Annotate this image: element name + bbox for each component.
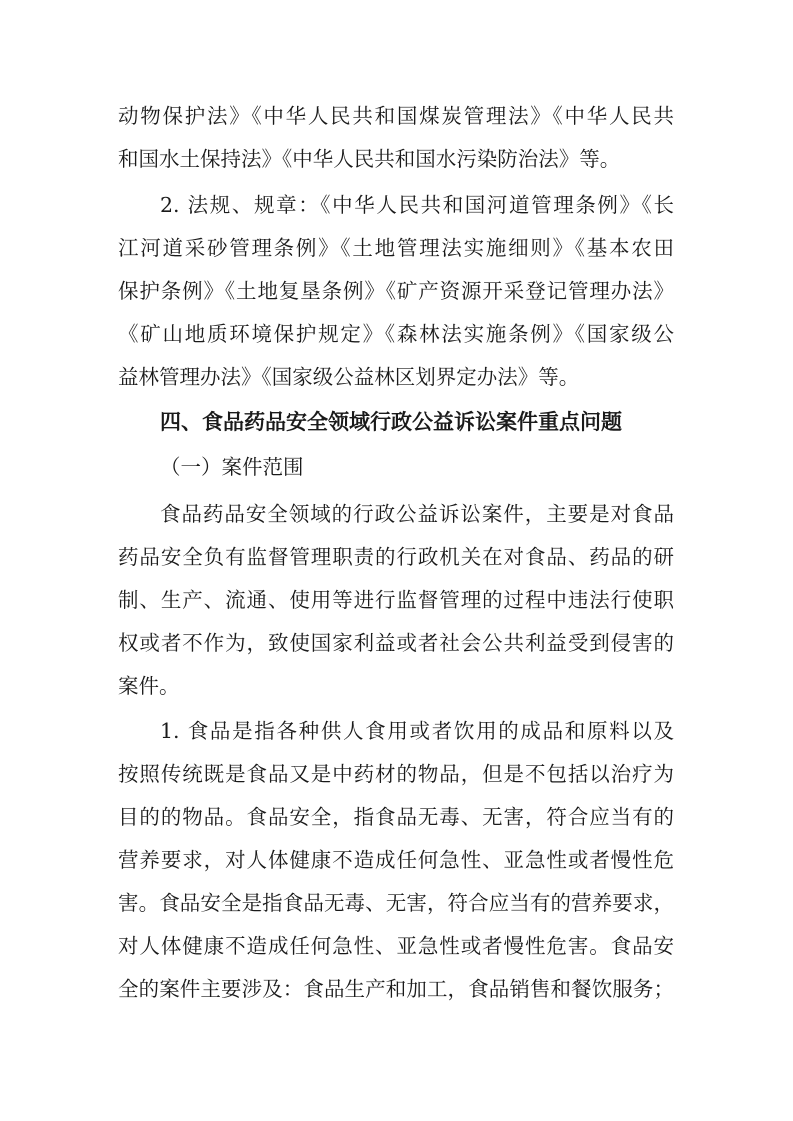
paragraph-line: 江河道采砂管理条例》《土地管理法实施细则》《基本农田	[118, 236, 674, 260]
paragraph-line: 案件。	[118, 674, 180, 698]
paragraph-line: 2. 法规、规章：《中华人民共和国河道管理条例》《长	[160, 193, 674, 217]
section-heading: 四、食品药品安全领域行政公益诉讼案件重点问题	[160, 410, 622, 434]
paragraph-line: 制、生产、流通、使用等进行监督管理的过程中违法行使职	[118, 588, 674, 612]
paragraph-line: 全的案件主要涉及：食品生产和加工，食品销售和餐饮服务；	[118, 977, 674, 1001]
paragraph-line: 《矿山地质环境保护规定》《森林法实施条例》《国家级公	[118, 322, 674, 346]
paragraph-line: 药品安全负有监督管理职责的行政机关在对食品、药品的研	[118, 545, 674, 569]
paragraph-line: 权或者不作为，致使国家利益或者社会公共利益受到侵害的	[118, 631, 674, 655]
paragraph-line: 1. 食品是指各种供人食用或者饮用的成品和原料以及	[160, 719, 674, 743]
paragraph-line: 害。食品安全是指食品无毒、无害，符合应当有的营养要求，	[118, 891, 674, 915]
paragraph-line: 食品药品安全领域的行政公益诉讼案件，主要是对食品	[160, 502, 674, 526]
paragraph-line: 保护条例》《土地复垦条例》《矿产资源开采登记管理办法》	[118, 279, 674, 303]
paragraph-line: 动物保护法》《中华人民共和国煤炭管理法》《中华人民共	[118, 104, 674, 128]
paragraph-line: 按照传统既是食品又是中药材的物品，但是不包括以治疗为	[118, 762, 674, 786]
paragraph-line: 益林管理办法》《国家级公益林区划界定办法》等。	[118, 365, 580, 389]
paragraph-line: 和国水土保持法》《中华人民共和国水污染防治法》等。	[118, 147, 621, 171]
paragraph-line: 目的的物品。食品安全，指食品无毒、无害，符合应当有的	[118, 805, 674, 829]
paragraph-line: 对人体健康不造成任何急性、亚急性或者慢性危害。食品安	[118, 934, 674, 958]
subsection-heading: （一）案件范围	[160, 455, 304, 479]
paragraph-line: 营养要求，对人体健康不造成任何急性、亚急性或者慢性危	[118, 848, 674, 872]
